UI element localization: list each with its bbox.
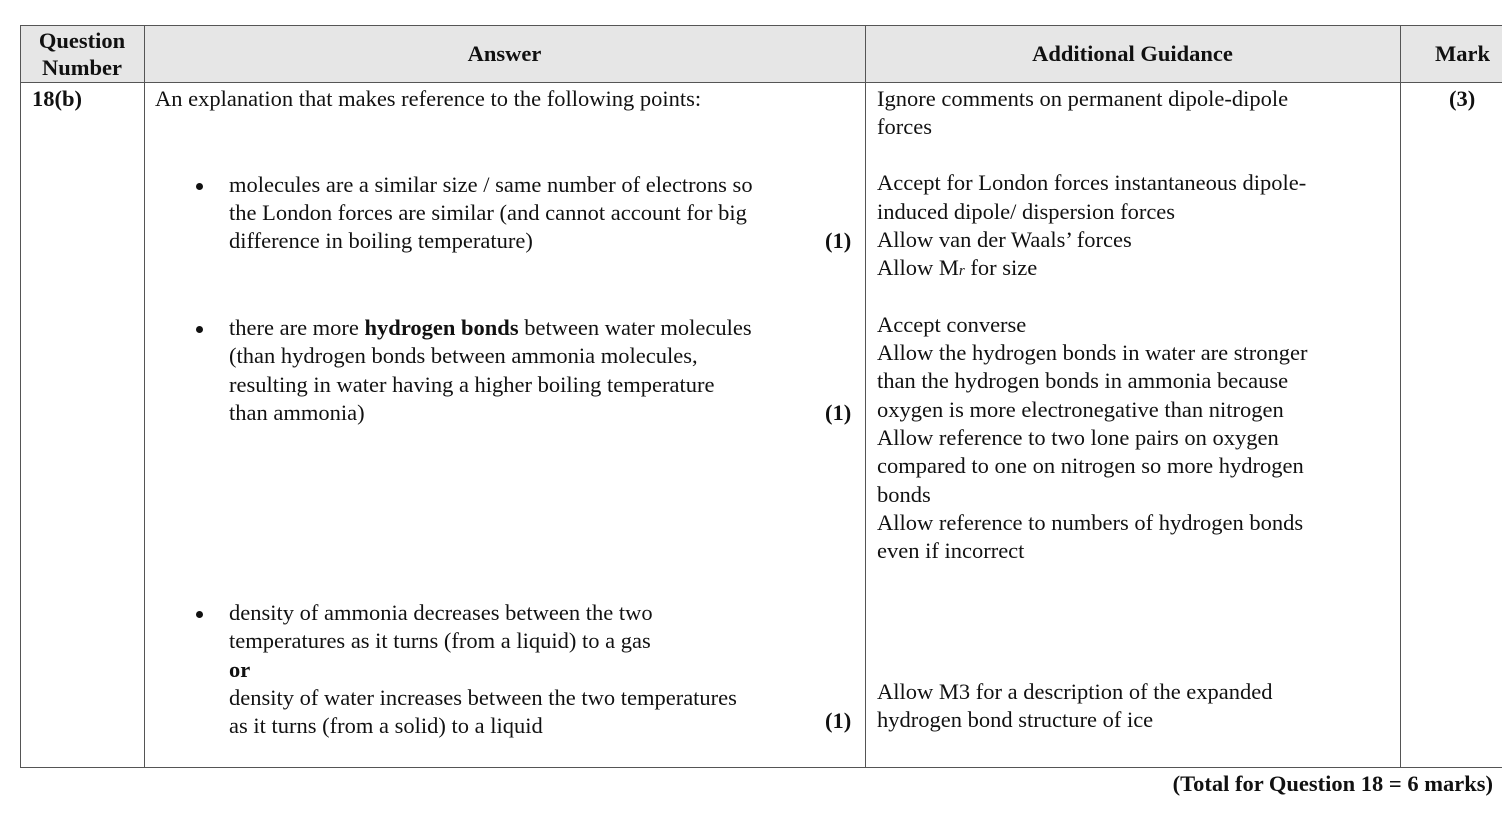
header-guidance: Additional Guidance (1032, 41, 1233, 66)
total-mark: (3) (1449, 86, 1476, 111)
header-divider (20, 82, 1502, 83)
point-mark: (1) (825, 708, 852, 733)
bullet-icon (196, 183, 203, 190)
header-mark: Mark (1435, 41, 1490, 66)
col-line (865, 25, 866, 768)
table-border-top (20, 25, 1502, 26)
question-total: (Total for Question 18 = 6 marks) (1172, 771, 1493, 796)
point-mark: (1) (825, 228, 852, 253)
col-line (20, 25, 21, 768)
answer-intro: An explanation that makes reference to the following points: (155, 86, 702, 111)
table-border-bottom (20, 767, 1502, 768)
bullet-icon (196, 611, 203, 618)
question-number: 18(b) (32, 86, 82, 111)
header-answer: Answer (467, 41, 542, 66)
point-mark: (1) (825, 400, 852, 425)
bullet-icon (196, 326, 203, 333)
col-line (144, 25, 145, 768)
col-line (1400, 25, 1401, 768)
header-question-number: Question Number (38, 28, 126, 80)
